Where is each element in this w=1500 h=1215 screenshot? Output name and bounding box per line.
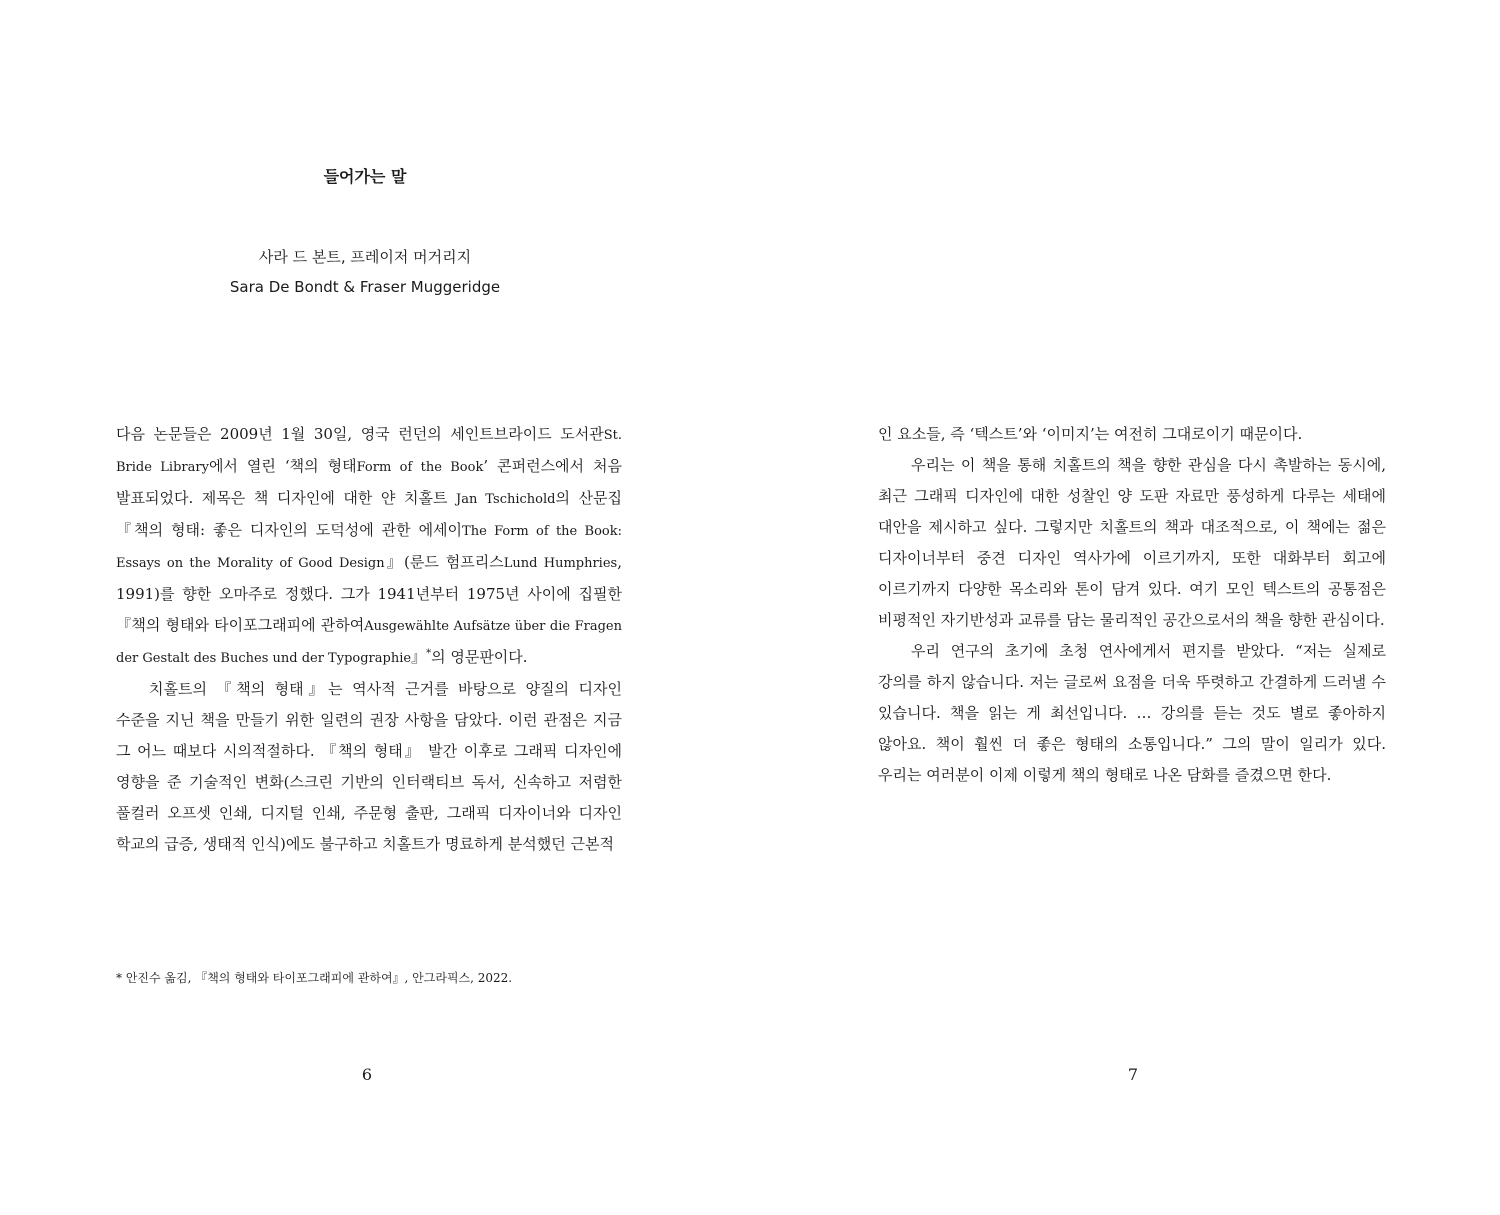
english-term: Lund Humphries bbox=[503, 556, 618, 571]
chapter-title: 들어가는 말 bbox=[323, 167, 407, 186]
paragraph: 우리 연구의 초기에 초청 연사에게서 편지를 받았다. “저는 실제로 강의를 하지 않습니다. 저는 글로써 요점을 더욱 뚜렷하고 간결하게 드러낼 수 있습니다. 책을 읽는 게 최선입니다. … 강의를 듣는 것도 별로 좋아하지 않아요. 책이 훨씬 더 좋은 형태의 소통입니다.” 그의 말이 일리가 있다. 우리는 여러분이 이제 이렇게 책의 형태로 나온 담화를 즐겼으면 한다. bbox=[878, 642, 1386, 784]
english-term: The Form of the Book: Essays on the Morality of Good Design bbox=[116, 524, 622, 571]
right-page bbox=[750, 0, 1500, 1215]
paragraph: 우리는 이 책을 통해 치홀트의 책을 향한 관심을 다시 촉발하는 동시에, 최근 그래픽 디자인에 대한 성찰인 양 도판 자료만 풍성하게 다루는 세태에 대안을 제시하고 싶다. 그렇지만 치홀트의 책과 대조적으로, 이 책에는 젊은 디자이너부터 중견 디자인 역사가에 이르기까지, 또한 대화부터 회고에 이르기까지 다양한 목소리와 톤이 담겨 있다. 여기 모인 텍스트의 공통점은 비평적인 자기반성과 교류를 담는 물리적인 공간으로서의 책을 향한 관심이다. bbox=[878, 456, 1386, 629]
page-number: 7 bbox=[1127, 1065, 1139, 1084]
english-term: Form of the Book bbox=[356, 460, 484, 475]
footnote: * 안진수 옮김, 『책의 형태와 타이포그래피에 관하여』, 안그라픽스, 2022. bbox=[116, 971, 513, 985]
right-body-text bbox=[878, 419, 1386, 791]
footnote-marker: * bbox=[426, 648, 432, 659]
authors-korean: 사라 드 본트, 프레이저 머거리지 bbox=[258, 248, 472, 266]
authors bbox=[115, 242, 615, 302]
page-number: 6 bbox=[361, 1065, 373, 1084]
left-body-text bbox=[116, 419, 622, 860]
english-term: Ausgewählte Aufsätze über die Fragen der Gestalt des Buches und der Typographie bbox=[116, 619, 622, 666]
english-term: Jan Tschichold bbox=[456, 492, 556, 507]
english-term: St. Bride Library bbox=[116, 428, 622, 475]
paragraph: 다음 논문들은 2009년 1월 30일, 영국 런던의 세인트브라이드 도서관St. Bride Library에서 열린 ‘책의 형태Form of the Book’ 콘퍼런스에서 처음 발표되었다. 제목은 책 디자인에 대한 얀 치홀트 Jan Tschichold의 산문집 『책의 형태: 좋은 디자인의 도덕성에 관한 에세이The Form of the Book: Essays on the Morality of Good Design』(룬드 험프리스Lund Humphries, 1991)를 향한 오마주로 정했다. 그가 1941년부터 1975년 사이에 집필한 『책의 형태와 타이포그래피에 관하여Ausgewählte Aufsätze über die Fragen der Gestalt des Buches und der Typographie』*의 영문판이다. bbox=[116, 425, 623, 666]
paragraph: 인 요소들, 즉 ‘텍스트’와 ‘이미지’는 여전히 그대로이기 때문이다. bbox=[878, 425, 1303, 443]
paragraph: 치홀트의 『책의 형태』는 역사적 근거를 바탕으로 양질의 디자인 수준을 지닌 책을 만들기 위한 일련의 권장 사항을 담았다. 이런 관점은 지금 그 어느 때보다 시의적절하다. 『책의 형태』 발간 이후로 그래픽 디자인에 영향을 준 기술적인 변화(스크린 기반의 인터랙티브 독서, 신속하고 저렴한 풀컬러 오프셋 인쇄, 디지털 인쇄, 주문형 출판, 그래픽 디자이너와 디자인 학교의 급증, 생태적 인식)에도 불구하고 치홀트가 명료하게 분석했던 근본적 bbox=[116, 680, 622, 853]
authors-english: Sara De Bondt & Fraser Muggeridge bbox=[229, 278, 501, 296]
